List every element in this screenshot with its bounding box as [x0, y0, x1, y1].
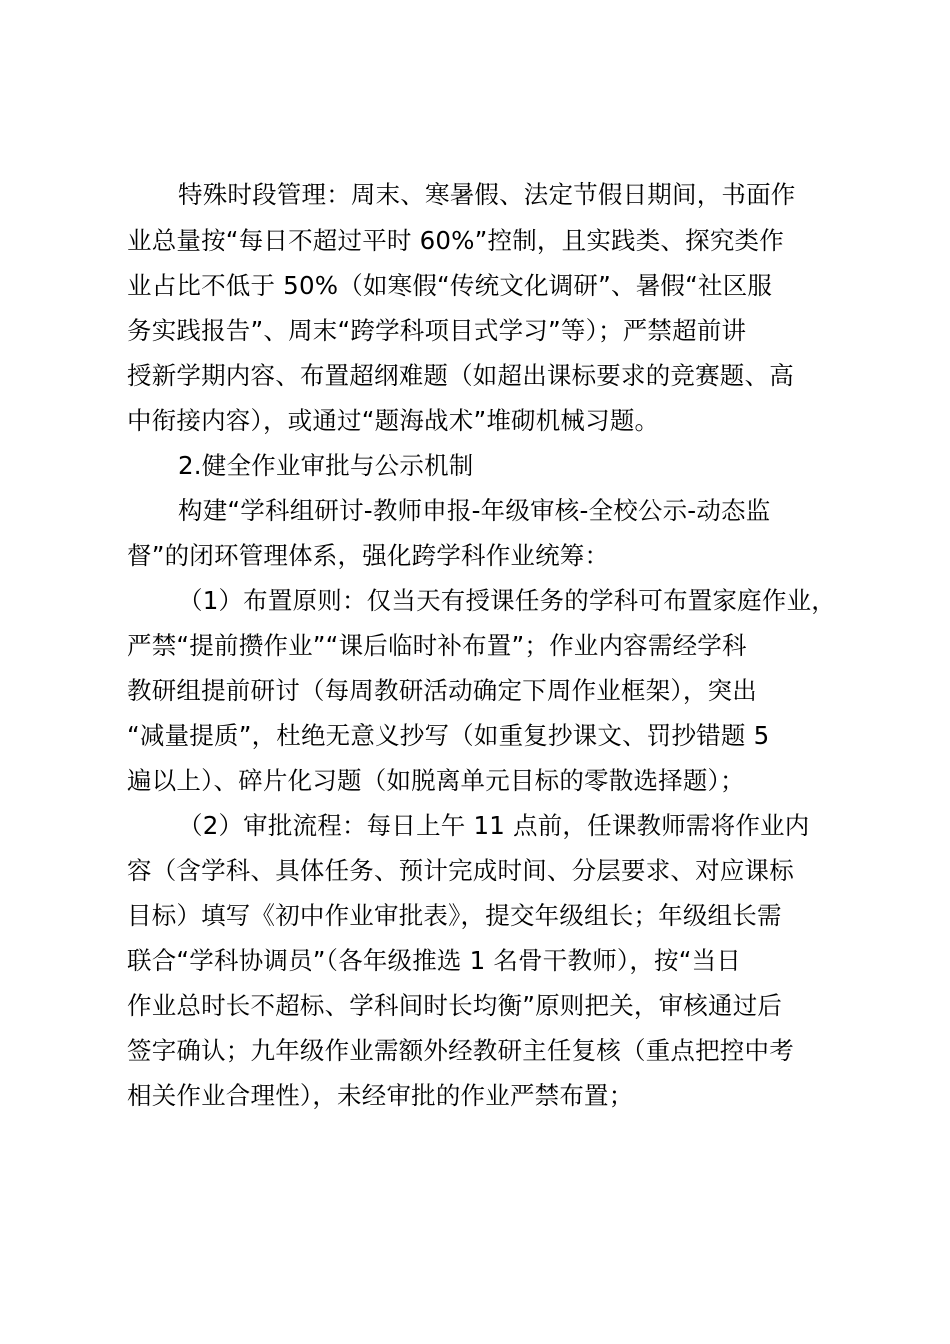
paragraph-principle-line-4: “减量提质”，杜绝无意义抄写（如重复抄课文、罚抄错题 5 — [127, 721, 770, 750]
paragraph-principle-line-1: （1）布置原则：仅当天有授课任务的学科可布置家庭作业， — [178, 586, 836, 615]
paragraph-approval-line-5: 作业总时长不超标、学科间时长均衡”原则把关，审核通过后 — [127, 991, 783, 1020]
paragraph-special-period-line-5: 授新学期内容、布置超纲难题（如超出课标要求的竞赛题、高 — [127, 361, 794, 390]
paragraph-approval-line-4: 联合“学科协调员”（各年级推选 1 名骨干教师），按“当日 — [127, 946, 742, 975]
paragraph-principle-line-3: 教研组提前研讨（每周教研活动确定下周作业框架），突出 — [127, 676, 757, 705]
paragraph-special-period-line-4: 务实践报告”、周末“跨学科项目式学习”等）；严禁超前讲 — [127, 316, 747, 345]
paragraph-approval-line-7: 相关作业合理性），未经审批的作业严禁布置； — [127, 1081, 634, 1110]
paragraph-special-period-line-1: 特殊时段管理：周末、寒暑假、法定节假日期间，书面作 — [178, 180, 796, 209]
section-heading: 2.健全作业审批与公示机制 — [178, 451, 474, 480]
paragraph-special-period-line-3: 业占比不低于 50%（如寒假“传统文化调研”、暑假“社区服 — [127, 271, 773, 300]
paragraph-principle-line-5: 遍以上）、碎片化习题（如脱离单元目标的零散选择题）； — [127, 766, 745, 795]
paragraph-approval-line-1: （2）审批流程：每日上午 11 点前，任课教师需将作业内 — [178, 811, 810, 840]
paragraph-approval-line-2: 容（含学科、具体任务、预计完成时间、分层要求、对应课标 — [127, 856, 794, 885]
paragraph-system-line-1: 构建“学科组研讨-教师申报-年级审核-全校公示-动态监 — [178, 496, 771, 525]
paragraph-approval-line-3: 目标）填写《初中作业审批表》，提交年级组长；年级组长需 — [127, 901, 782, 930]
paragraph-system-line-2: 督”的闭环管理体系，强化跨学科作业统筹： — [127, 541, 610, 570]
paragraph-special-period-line-2: 业总量按“每日不超过平时 60%”控制，且实践类、探究类作 — [127, 226, 784, 255]
paragraph-principle-line-2: 严禁“提前攒作业”“课后临时补布置”；作业内容需经学科 — [127, 631, 747, 660]
paragraph-special-period-line-6: 中衔接内容），或通过“题海战术”堆砌机械习题。 — [127, 406, 660, 435]
paragraph-approval-line-6: 签字确认；九年级作业需额外经教研主任复核（重点把控中考 — [127, 1036, 794, 1065]
